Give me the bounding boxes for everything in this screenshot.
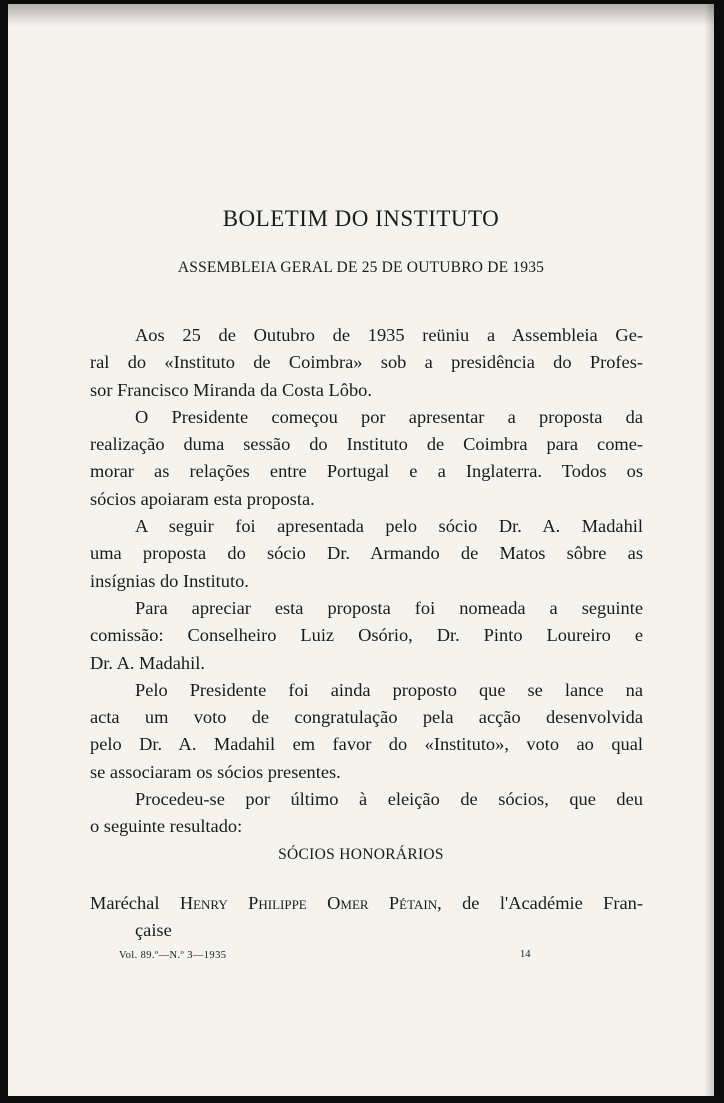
body-line: sócios apoiaram esta proposta. bbox=[90, 488, 315, 509]
member-name: Henry Philippe Omer Pétain bbox=[179, 893, 438, 913]
member-continuation: çaise bbox=[135, 920, 172, 941]
volume-footer: Vol. 89.º—N.º 3—1935 bbox=[119, 950, 227, 961]
scan-shadow-top bbox=[8, 4, 714, 26]
assembly-subtitle: ASSEMBLEIA GERAL DE 25 DE OUTUBRO DE 1935 bbox=[177, 259, 545, 276]
body-line: Para apreciar esta proposta foi nomeada a seguinte bbox=[135, 597, 643, 618]
body-line: Procedeu-se por último à eleição de sócios, que deu bbox=[135, 789, 643, 810]
page-title: BOLETIM DO INSTITUTO bbox=[222, 206, 500, 231]
honorary-member-entry bbox=[90, 890, 643, 945]
body-line: ral do «Instituto de Coimbra» sob a presidência do Profes- bbox=[90, 352, 643, 373]
member-suffix: , de l'Académie Fran- bbox=[437, 893, 643, 913]
body-line: acta um voto de congratulação pela acção desenvolvida bbox=[90, 707, 643, 728]
body-line: o seguinte resultado: bbox=[90, 816, 243, 837]
member-first-line bbox=[90, 890, 643, 917]
signature-mark: 14 bbox=[520, 949, 531, 960]
document-page bbox=[8, 4, 714, 1096]
section-heading-honorary-members: SÓCIOS HONORÁRIOS bbox=[278, 846, 444, 863]
body-line: insígnias do Instituto. bbox=[90, 570, 249, 591]
body-line: Pelo Presidente foi ainda proposto que se lance na bbox=[135, 679, 643, 700]
member-prefix: Maréchal bbox=[90, 893, 160, 913]
body-line: morar as relações entre Portugal e a Inglaterra. Todos os bbox=[90, 461, 643, 482]
body-line: se associaram os sócios presentes. bbox=[90, 761, 341, 782]
body-line: realização duma sessão do Instituto de Coimbra para come- bbox=[90, 434, 643, 455]
body-line: Aos 25 de Outubro de 1935 reüniu a Assembleia Ge- bbox=[135, 325, 643, 345]
body-line: A seguir foi apresentada pelo sócio Dr. A. Madahil bbox=[135, 516, 643, 537]
body-line: Dr. A. Madahil. bbox=[90, 652, 205, 673]
body-line: comissão: Conselheiro Luiz Osório, Dr. Pinto Loureiro e bbox=[90, 625, 643, 646]
body-line: pelo Dr. A. Madahil em favor do «Instituto», voto ao qual bbox=[90, 734, 643, 755]
body-line: O Presidente começou por apresentar a proposta da bbox=[135, 406, 643, 427]
scan-shadow-right bbox=[704, 4, 714, 1096]
body-line: uma proposta do sócio Dr. Armando de Matos sôbre as bbox=[90, 543, 643, 564]
body-line: sor Francisco Miranda da Costa Lôbo. bbox=[90, 379, 372, 400]
minutes-body bbox=[90, 322, 643, 841]
